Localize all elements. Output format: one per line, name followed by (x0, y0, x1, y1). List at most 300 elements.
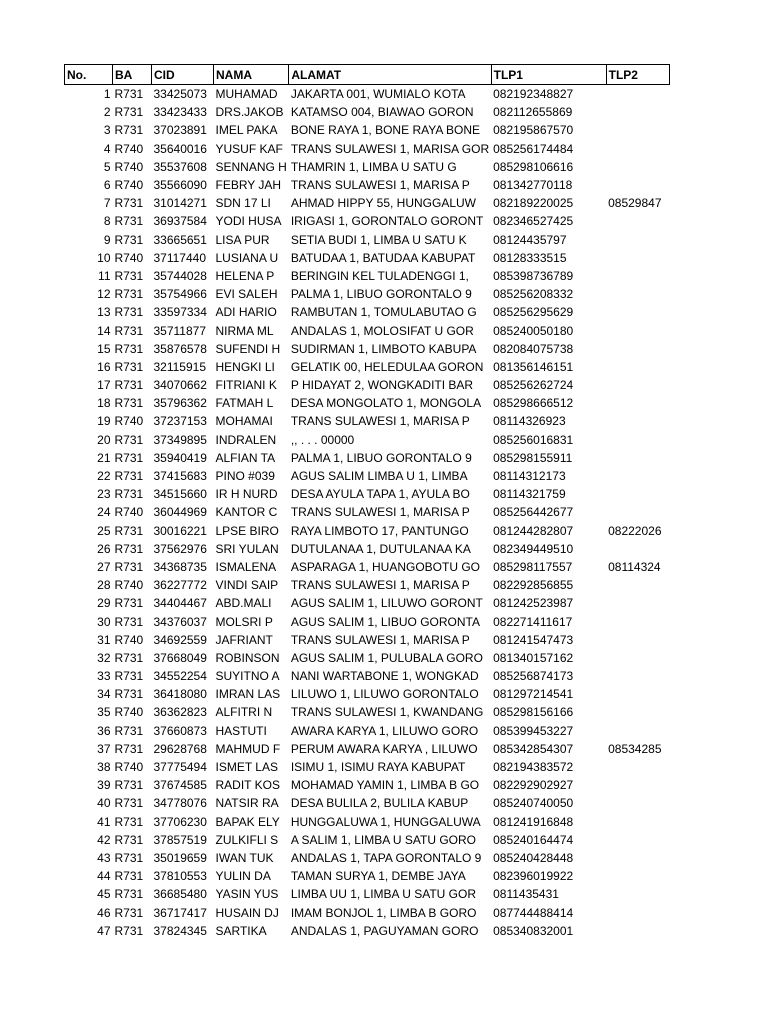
cell-alamat[interactable]: SUDIRMAN 1, LIMBOTO KABUPA (290, 341, 477, 356)
cell-cid[interactable]: 35640016 (153, 141, 207, 156)
cell-no[interactable]: 46 (97, 905, 111, 920)
cell-no[interactable]: 20 (97, 432, 111, 447)
cell-tlp2[interactable] (606, 231, 669, 249)
cell-cid[interactable]: 36227772 (153, 578, 207, 593)
cell-no[interactable]: 23 (97, 487, 111, 502)
cell-tlp1[interactable]: 085298666512 (493, 396, 574, 411)
cell-no[interactable]: 17 (97, 378, 111, 393)
cell-ba[interactable]: R731 (114, 723, 144, 738)
cell-tlp2[interactable] (606, 212, 669, 230)
cell-cid[interactable]: 37660873 (153, 723, 207, 738)
cell-nama[interactable]: ALFIAN TA (215, 450, 276, 465)
cell-nama[interactable]: IR H NURD (215, 487, 278, 502)
cell-nama[interactable]: DRS.JAKOB (215, 105, 284, 120)
cell-nama[interactable]: BAPAK ELY (215, 814, 280, 829)
cell-ba[interactable]: R740 (114, 705, 144, 720)
cell-no[interactable]: 30 (97, 614, 111, 629)
cell-alamat[interactable]: DESA AYULA TAPA 1, AYULA BO (290, 487, 470, 502)
cell-tlp1[interactable]: 081241916848 (493, 814, 574, 829)
cell-alamat[interactable]: AGUS SALIM LIMBA U 1, LIMBA (290, 469, 468, 484)
cell-ba[interactable]: R731 (114, 796, 144, 811)
cell-cid[interactable]: 33597334 (153, 305, 207, 320)
cell-ba[interactable]: R731 (114, 378, 144, 393)
cell-cid[interactable]: 37706230 (153, 814, 207, 829)
cell-cid[interactable]: 35754966 (153, 287, 207, 302)
cell-nama[interactable]: YUSUF KAF (215, 141, 283, 156)
cell-nama[interactable]: MOLSRI P (215, 614, 273, 629)
cell-nama[interactable]: LUSIANA U (215, 250, 279, 265)
cell-tlp2[interactable] (606, 267, 669, 285)
cell-alamat[interactable]: PALMA 1, LIBUO GORONTALO 9 (290, 450, 472, 465)
cell-no[interactable]: 33 (97, 669, 111, 684)
cell-tlp1[interactable]: 085298117557 (493, 559, 573, 574)
cell-alamat[interactable]: A SALIM 1, LIMBA U SATU GORO (290, 832, 477, 847)
cell-nama[interactable]: PINO #039 (215, 469, 275, 484)
cell-tlp2[interactable] (606, 303, 669, 321)
cell-no[interactable]: 28 (97, 578, 111, 593)
cell-alamat[interactable]: BONE RAYA 1, BONE RAYA BONE (290, 123, 481, 138)
cell-ba[interactable]: R740 (114, 141, 144, 156)
cell-cid[interactable]: 35940419 (153, 450, 207, 465)
cell-no[interactable]: 34 (97, 687, 111, 702)
cell-cid[interactable]: 36362823 (153, 705, 207, 720)
cell-tlp1[interactable]: 082192348827 (493, 87, 574, 102)
cell-tlp2[interactable] (606, 376, 669, 394)
cell-ba[interactable]: R731 (114, 105, 144, 120)
header-tlp2[interactable]: TLP2 (606, 65, 669, 85)
cell-ba[interactable]: R731 (114, 596, 144, 611)
cell-nama[interactable]: SUFENDI H (215, 341, 281, 356)
cell-ba[interactable]: R740 (114, 632, 144, 647)
cell-ba[interactable]: R731 (114, 359, 144, 374)
cell-tlp2[interactable] (606, 358, 669, 376)
cell-no[interactable]: 25 (97, 523, 111, 538)
cell-cid[interactable]: 34376037 (153, 614, 207, 629)
cell-tlp1[interactable]: 08114321759 (493, 487, 566, 502)
cell-alamat[interactable]: TRANS SULAWESI 1, MARISA P (290, 178, 470, 193)
cell-tlp1[interactable]: 08128333515 (493, 250, 567, 265)
cell-ba[interactable]: R731 (114, 214, 144, 229)
cell-cid[interactable]: 34368735 (153, 559, 207, 574)
cell-tlp1[interactable]: 082396019922 (493, 869, 574, 884)
cell-ba[interactable]: R731 (114, 832, 144, 847)
header-cid[interactable]: CID (152, 65, 214, 85)
cell-tlp2[interactable] (606, 85, 669, 104)
cell-no[interactable]: 43 (97, 850, 111, 865)
cell-alamat[interactable]: RAYA LIMBOTO 17, PANTUNGO (290, 523, 469, 538)
header-nama[interactable]: NAMA (214, 65, 289, 85)
cell-cid[interactable]: 37415683 (153, 469, 207, 484)
cell-nama[interactable]: HELENA P (215, 268, 275, 283)
cell-tlp1[interactable]: 085256874173 (493, 669, 574, 684)
cell-ba[interactable]: R731 (114, 869, 144, 884)
cell-tlp2[interactable] (606, 722, 669, 740)
cell-ba[interactable]: R740 (114, 159, 144, 174)
cell-ba[interactable]: R731 (114, 323, 144, 338)
cell-alamat[interactable]: TRANS SULAWESI 1, MARISA P (290, 505, 470, 520)
cell-tlp2[interactable] (606, 485, 669, 503)
cell-cid[interactable]: 35711877 (153, 323, 206, 338)
cell-nama[interactable]: HENGKI LI (215, 359, 275, 374)
cell-cid[interactable]: 36418080 (153, 687, 207, 702)
cell-alamat[interactable]: TAMAN SURYA 1, DEMBE JAYA (290, 869, 466, 884)
cell-alamat[interactable]: LILUWO 1, LILUWO GORONTALO (290, 687, 479, 702)
cell-tlp1[interactable]: 082084075738 (493, 341, 574, 356)
cell-nama[interactable]: MOHAMAI (215, 414, 273, 429)
cell-nama[interactable]: ALFITRI N (215, 705, 273, 720)
cell-tlp1[interactable]: 085240740050 (493, 796, 574, 811)
header-no[interactable]: No. (65, 65, 113, 85)
cell-tlp2[interactable] (606, 431, 669, 449)
cell-no[interactable]: 40 (97, 796, 111, 811)
cell-no[interactable]: 26 (97, 541, 111, 556)
cell-tlp1[interactable]: 081342770118 (493, 178, 573, 193)
cell-tlp2[interactable]: 08222026 (608, 523, 662, 538)
cell-cid[interactable]: 34515660 (153, 487, 207, 502)
cell-tlp2[interactable] (606, 503, 669, 521)
cell-tlp2[interactable] (606, 776, 669, 794)
cell-tlp1[interactable]: 085256442677 (493, 505, 574, 520)
cell-tlp2[interactable] (606, 813, 669, 831)
cell-ba[interactable]: R731 (114, 523, 144, 538)
cell-ba[interactable]: R731 (114, 778, 144, 793)
cell-cid[interactable]: 33423433 (153, 105, 207, 120)
cell-alamat[interactable]: THAMRIN 1, LIMBA U SATU G (290, 159, 457, 174)
cell-alamat[interactable]: DESA MONGOLATO 1, MONGOLA (290, 396, 482, 411)
cell-nama[interactable]: SARTIKA (215, 923, 267, 938)
cell-no[interactable]: 11 (98, 268, 111, 283)
cell-cid[interactable]: 35537608 (153, 159, 207, 174)
cell-ba[interactable]: R731 (114, 232, 144, 247)
cell-nama[interactable]: JAFRIANT (215, 632, 273, 647)
cell-nama[interactable]: SUYITNO A (215, 669, 280, 684)
cell-tlp2[interactable]: 08529847 (608, 196, 662, 211)
cell-ba[interactable]: R731 (114, 87, 144, 102)
cell-alamat[interactable]: TRANS SULAWESI 1, MARISA P (290, 578, 470, 593)
cell-nama[interactable]: ROBINSON (215, 650, 280, 665)
cell-no[interactable]: 5 (103, 159, 111, 174)
cell-no[interactable]: 42 (97, 832, 111, 847)
cell-nama[interactable]: ADI HARIO (215, 305, 277, 320)
cell-ba[interactable]: R740 (114, 505, 144, 520)
cell-nama[interactable]: MUHAMAD (215, 87, 278, 102)
cell-tlp1[interactable]: 081356146151 (493, 359, 574, 374)
cell-nama[interactable]: FITRIANI K (215, 378, 277, 393)
cell-tlp1[interactable]: 082189220025 (493, 196, 574, 211)
cell-tlp2[interactable] (606, 467, 669, 485)
header-ba[interactable]: BA (113, 65, 152, 85)
cell-tlp2[interactable] (606, 576, 669, 594)
cell-tlp2[interactable] (606, 321, 669, 339)
cell-nama[interactable]: NATSIR RA (215, 796, 279, 811)
cell-alamat[interactable]: LIMBA UU 1, LIMBA U SATU GOR (290, 887, 476, 902)
cell-tlp1[interactable]: 085240050180 (493, 323, 574, 338)
cell-no[interactable]: 2 (103, 105, 111, 120)
cell-no[interactable]: 6 (103, 178, 111, 193)
cell-nama[interactable]: YULIN DA (215, 869, 271, 884)
cell-tlp1[interactable]: 08114312173 (493, 469, 566, 484)
cell-ba[interactable]: R731 (114, 614, 144, 629)
cell-tlp2[interactable] (606, 685, 669, 703)
cell-ba[interactable]: R731 (114, 850, 144, 865)
cell-tlp1[interactable]: 085298106616 (493, 159, 574, 174)
cell-alamat[interactable]: TRANS SULAWESI 1, MARISA P (290, 632, 470, 647)
cell-alamat[interactable]: ANDALAS 1, MOLOSIFAT U GOR (290, 323, 474, 338)
cell-tlp2[interactable] (606, 903, 669, 921)
cell-ba[interactable]: R740 (114, 578, 144, 593)
cell-nama[interactable]: MAHMUD F (215, 741, 281, 756)
cell-tlp1[interactable]: 082271411617 (493, 614, 573, 629)
cell-tlp2[interactable] (606, 631, 669, 649)
cell-tlp1[interactable]: 082292856855 (493, 578, 574, 593)
cell-no[interactable]: 37 (97, 741, 111, 756)
cell-ba[interactable]: R731 (114, 687, 144, 702)
cell-tlp2[interactable] (606, 794, 669, 812)
cell-cid[interactable]: 35744028 (153, 268, 207, 283)
cell-tlp2[interactable] (606, 831, 669, 849)
cell-ba[interactable]: R731 (114, 432, 144, 447)
cell-no[interactable]: 36 (97, 723, 111, 738)
cell-no[interactable]: 35 (97, 705, 111, 720)
cell-ba[interactable]: R731 (114, 814, 144, 829)
cell-ba[interactable]: R731 (114, 469, 144, 484)
cell-no[interactable]: 14 (97, 323, 111, 338)
cell-cid[interactable]: 36044969 (153, 505, 207, 520)
cell-cid[interactable]: 36685480 (153, 887, 207, 902)
cell-cid[interactable]: 34692559 (153, 632, 207, 647)
cell-nama[interactable]: YASIN YUS (215, 887, 279, 902)
cell-cid[interactable]: 31014271 (153, 196, 207, 211)
cell-alamat[interactable]: ANDALAS 1, PAGUYAMAN GORO (290, 923, 479, 938)
cell-tlp1[interactable]: 0811435431 (493, 887, 559, 902)
cell-tlp1[interactable]: 081241547473 (493, 632, 574, 647)
cell-cid[interactable]: 37668049 (153, 650, 207, 665)
cell-nama[interactable]: LISA PUR (215, 232, 270, 247)
cell-nama[interactable]: ISMET LAS (215, 760, 278, 775)
cell-ba[interactable]: R731 (114, 287, 144, 302)
cell-nama[interactable]: FEBRY JAH (215, 178, 282, 193)
cell-tlp2[interactable] (606, 758, 669, 776)
cell-tlp1[interactable]: 085240164474 (493, 832, 574, 847)
cell-alamat[interactable]: IMAM BONJOL 1, LIMBA B GORO (290, 905, 477, 920)
cell-nama[interactable]: INDRALEN (215, 432, 277, 447)
cell-cid[interactable]: 37349895 (153, 432, 207, 447)
cell-tlp2[interactable] (606, 612, 669, 630)
cell-alamat[interactable]: KATAMSO 004, BIAWAO GORON (290, 105, 474, 120)
cell-no[interactable]: 1 (103, 87, 111, 102)
cell-tlp1[interactable]: 082346527425 (493, 214, 574, 229)
cell-no[interactable]: 9 (103, 232, 111, 247)
cell-cid[interactable]: 34070662 (153, 378, 207, 393)
cell-no[interactable]: 39 (97, 778, 111, 793)
cell-cid[interactable]: 33665651 (153, 232, 207, 247)
cell-no[interactable]: 18 (97, 396, 111, 411)
cell-no[interactable]: 13 (97, 305, 111, 320)
cell-tlp2[interactable] (606, 394, 669, 412)
cell-tlp1[interactable]: 082195867570 (493, 123, 574, 138)
cell-no[interactable]: 8 (103, 214, 111, 229)
cell-no[interactable]: 41 (97, 814, 111, 829)
cell-tlp2[interactable] (606, 340, 669, 358)
cell-cid[interactable]: 36937584 (153, 214, 207, 229)
cell-cid[interactable]: 37674585 (153, 778, 207, 793)
cell-tlp1[interactable]: 085342854307 (493, 741, 574, 756)
cell-ba[interactable]: R731 (114, 905, 144, 920)
cell-alamat[interactable]: P HIDAYAT 2, WONGKADITI BAR (290, 378, 474, 393)
cell-no[interactable]: 45 (97, 887, 111, 902)
cell-no[interactable]: 32 (97, 650, 111, 665)
cell-cid[interactable]: 34404467 (153, 596, 207, 611)
cell-ba[interactable]: R731 (114, 341, 144, 356)
cell-tlp1[interactable]: 081340157162 (493, 650, 574, 665)
cell-alamat[interactable]: ,, . . . 00000 (290, 432, 355, 447)
cell-cid[interactable]: 37562976 (153, 541, 207, 556)
cell-tlp2[interactable] (606, 649, 669, 667)
cell-ba[interactable]: R731 (114, 650, 144, 665)
cell-alamat[interactable]: DUTULANAA 1, DUTULANAA KA (290, 541, 471, 556)
cell-alamat[interactable]: SETIA BUDI 1, LIMBA U SATU K (290, 232, 467, 247)
cell-alamat[interactable]: ISIMU 1, ISIMU RAYA KABUPAT (290, 760, 466, 775)
cell-no[interactable]: 21 (97, 450, 111, 465)
cell-ba[interactable]: R731 (114, 450, 144, 465)
cell-alamat[interactable]: TRANS SULAWESI 1, KWANDANG (290, 705, 484, 720)
cell-alamat[interactable]: TRANS SULAWESI 1, MARISA P (290, 414, 470, 429)
cell-alamat[interactable]: ANDALAS 1, TAPA GORONTALO 9 (290, 850, 482, 865)
cell-tlp1[interactable]: 085256295629 (493, 305, 574, 320)
cell-tlp1[interactable]: 085256016831 (493, 432, 574, 447)
cell-alamat[interactable]: TRANS SULAWESI 1, MARISA GOR (290, 141, 490, 156)
cell-nama[interactable]: ABD.MALI (215, 596, 272, 611)
cell-cid[interactable]: 32115915 (153, 359, 206, 374)
cell-no[interactable]: 19 (97, 414, 111, 429)
cell-no[interactable]: 31 (97, 632, 111, 647)
cell-tlp2[interactable] (606, 849, 669, 867)
cell-tlp2[interactable] (606, 249, 669, 267)
header-tlp1[interactable]: TLP1 (491, 65, 606, 85)
cell-nama[interactable]: IMRAN LAS (215, 687, 281, 702)
cell-cid[interactable]: 34778076 (153, 796, 207, 811)
cell-tlp2[interactable] (606, 703, 669, 721)
cell-alamat[interactable]: IRIGASI 1, GORONTALO GORONT (290, 214, 484, 229)
cell-alamat[interactable]: AGUS SALIM 1, PULUBALA GORO (290, 650, 483, 665)
cell-tlp1[interactable]: 085256174484 (493, 141, 574, 156)
cell-ba[interactable]: R731 (114, 396, 144, 411)
cell-nama[interactable]: VINDI SAIP (215, 578, 279, 593)
cell-tlp2[interactable] (606, 667, 669, 685)
cell-tlp1[interactable]: 085256208332 (493, 287, 574, 302)
cell-nama[interactable]: YODI HUSA (215, 214, 282, 229)
cell-tlp2[interactable] (606, 285, 669, 303)
cell-alamat[interactable]: PALMA 1, LIBUO GORONTALO 9 (290, 287, 472, 302)
cell-ba[interactable]: R740 (114, 414, 144, 429)
cell-cid[interactable]: 35876578 (153, 341, 207, 356)
cell-alamat[interactable]: BATUDAA 1, BATUDAA KABUPAT (290, 250, 476, 265)
cell-cid[interactable]: 37775494 (153, 760, 207, 775)
cell-no[interactable]: 44 (97, 869, 111, 884)
cell-cid[interactable]: 37023891 (153, 123, 207, 138)
cell-nama[interactable]: EVI SALEH (215, 287, 278, 302)
cell-tlp2[interactable] (606, 449, 669, 467)
cell-cid[interactable]: 33425073 (153, 87, 207, 102)
cell-nama[interactable]: IMEL PAKA (215, 123, 278, 138)
cell-ba[interactable]: R740 (114, 760, 144, 775)
cell-tlp1[interactable]: 082349449510 (493, 541, 574, 556)
cell-no[interactable]: 22 (97, 469, 111, 484)
cell-tlp2[interactable] (606, 140, 669, 158)
cell-cid[interactable]: 37824345 (153, 923, 207, 938)
cell-tlp2[interactable] (606, 176, 669, 194)
cell-ba[interactable]: R731 (114, 305, 144, 320)
cell-nama[interactable]: HASTUTI (215, 723, 267, 738)
cell-alamat[interactable]: JAKARTA 001, WUMIALO KOTA (290, 87, 466, 102)
cell-ba[interactable]: R740 (114, 178, 144, 193)
cell-no[interactable]: 10 (97, 250, 111, 265)
cell-nama[interactable]: RADIT KOS (215, 778, 280, 793)
cell-tlp2[interactable] (606, 885, 669, 903)
cell-nama[interactable]: ISMALENA (215, 559, 277, 574)
cell-cid[interactable]: 37857519 (153, 832, 207, 847)
cell-no[interactable]: 47 (97, 923, 111, 938)
cell-tlp1[interactable]: 085298155911 (493, 450, 573, 465)
cell-tlp1[interactable]: 085240428448 (493, 850, 574, 865)
cell-tlp1[interactable]: 087744488414 (493, 905, 574, 920)
cell-cid[interactable]: 36717417 (153, 905, 207, 920)
cell-alamat[interactable]: DESA BULILA 2, BULILA KABUP (290, 796, 469, 811)
cell-no[interactable]: 12 (97, 287, 111, 302)
cell-nama[interactable]: LPSE BIRO (215, 523, 279, 538)
cell-tlp1[interactable]: 085340832001 (493, 923, 574, 938)
cell-no[interactable]: 38 (97, 760, 111, 775)
cell-tlp1[interactable]: 081244282807 (493, 523, 574, 538)
cell-alamat[interactable]: AGUS SALIM 1, LILUWO GORONT (290, 596, 483, 611)
cell-nama[interactable]: SENNANG H (215, 159, 287, 174)
cell-ba[interactable]: R731 (114, 669, 144, 684)
cell-tlp2[interactable] (606, 158, 669, 176)
cell-cid[interactable]: 30016221 (153, 523, 207, 538)
cell-nama[interactable]: IWAN TUK (215, 850, 274, 865)
cell-no[interactable]: 27 (97, 559, 111, 574)
cell-tlp1[interactable]: 082194383572 (493, 760, 574, 775)
cell-alamat[interactable]: AGUS SALIM 1, LIBUO GORONTA (290, 614, 480, 629)
cell-alamat[interactable]: BERINGIN KEL TULADENGGI 1, (290, 268, 469, 283)
cell-ba[interactable]: R740 (114, 250, 144, 265)
cell-tlp1[interactable]: 085298156166 (493, 705, 574, 720)
cell-tlp1[interactable]: 085398736789 (493, 268, 574, 283)
cell-ba[interactable]: R731 (114, 541, 144, 556)
cell-tlp2[interactable]: 08114324 (608, 559, 661, 574)
cell-no[interactable]: 15 (97, 341, 111, 356)
cell-cid[interactable]: 37237153 (153, 414, 207, 429)
cell-ba[interactable]: R731 (114, 559, 144, 574)
cell-alamat[interactable]: RAMBUTAN 1, TOMULABUTAO G (290, 305, 477, 320)
cell-no[interactable]: 24 (97, 505, 111, 520)
cell-nama[interactable]: SRI YULAN (215, 541, 279, 556)
header-alamat[interactable]: ALAMAT (289, 65, 491, 85)
cell-tlp2[interactable] (606, 412, 669, 430)
cell-no[interactable]: 16 (97, 359, 111, 374)
cell-nama[interactable]: ZULKIFLI S (215, 832, 279, 847)
cell-alamat[interactable]: AHMAD HIPPY 55, HUNGGALUW (290, 196, 476, 211)
cell-tlp1[interactable]: 081242523987 (493, 596, 574, 611)
cell-cid[interactable]: 35566090 (153, 178, 207, 193)
cell-nama[interactable]: NIRMA ML (215, 323, 274, 338)
cell-nama[interactable]: HUSAIN DJ (215, 905, 279, 920)
cell-alamat[interactable]: HUNGGALUWA 1, HUNGGALUWA (290, 814, 481, 829)
cell-tlp2[interactable] (606, 121, 669, 139)
cell-tlp1[interactable]: 082292902927 (493, 778, 574, 793)
cell-cid[interactable]: 37117440 (153, 250, 206, 265)
cell-no[interactable]: 4 (103, 141, 111, 156)
